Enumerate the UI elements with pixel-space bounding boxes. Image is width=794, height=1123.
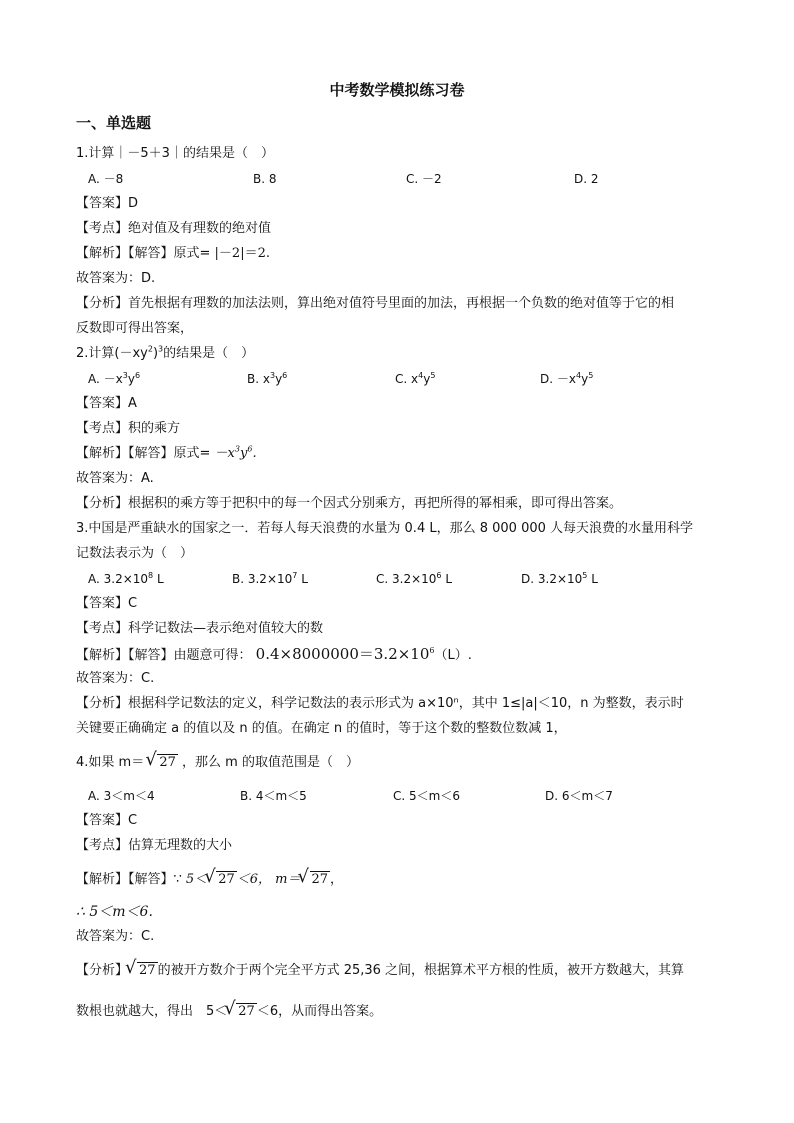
q4-analysis-label: 【解析】【解答】∵ [76,872,182,887]
q1-option-b: B. 8 [253,172,277,186]
q4-answer: 【答案】C [76,813,138,828]
q1-explain-line1: 【分析】首先根据有理数的加法法则，算出绝对值符号里面的加法，再根据一个负数的绝对值等于它的相 [76,296,675,311]
q2-stem [76,345,254,363]
q4-stem [76,754,359,772]
q3-conclusion: 故答案为：C. [76,671,155,686]
q3-answer: 【答案】C [76,596,138,611]
q2-analysis-math: $-x^3y^6$. [214,444,257,461]
q4-analysis-part-b: ＜6， [236,872,272,887]
q3-stem-line1: 3.中国是严重缺水的国家之一．若每人每天浪费的水量为 0.4 L，那么 8 000 000 人每天浪费的水量用科学 [76,521,694,536]
q3-explain-line2: 关键要正确确定 a 的值以及 n 的值。在确定 n 的值时，等于这个数的整数位数减 1， [76,721,567,736]
q4-option-b: B. 4＜m＜5 [240,789,307,803]
q2-explain: 【分析】根据积的乘方等于把积中的每一个因式分别乘方，再把所得的幂相乘，即可得出答案。 [76,496,623,511]
q2-answer: 【答案】A [76,396,137,411]
q2-conclusion: 故答案为：A. [76,471,154,486]
q4-explain-line1 [76,962,684,980]
q2-stem-suffix: 的结果是（ ） [163,346,255,361]
q4-explain-text: 的被开方数介于两个完全平方式 25,36 之间，根据算术平方根的性质，被开方数越大，其算 [157,963,685,978]
q3-analysis [76,645,472,665]
q1-option-a: A. －8 [88,172,124,186]
q1-analysis-math: |－2|＝2. [214,246,270,261]
q4-analysis-part-c: m＝ [275,872,301,887]
q4-explain2-suffix: ＜6，从而得出答案。 [256,1004,383,1019]
q2-option-a: A. $-x^3y^6$ [88,371,141,386]
q4-stem-suffix: ，那么 m 的取值范围是（ ） [182,755,359,770]
q3-analysis-label: 【解析】【解答】由题意可得： [76,648,252,663]
q2-option-b: B. $x^3y^6$ [247,371,288,386]
q2-option-d: D. $-x^4y^5$ [540,371,594,386]
q4-explain2-prefix: 数根也就越大，得出 5＜ [76,1004,228,1019]
q3-option-a: A. $3.2\times 10^8$ L [88,571,164,586]
sqrt-symbol: √ 27 [301,871,331,889]
sqrt-symbol: √ 27 [148,754,178,772]
q3-analysis-unit: （L）. [434,648,472,663]
q4-option-c: C. 5＜m＜6 [393,789,460,803]
q1-option-d: D. 2 [574,172,599,186]
q2-analysis [76,445,257,463]
q2-point: 【考点】积的乘方 [76,421,181,436]
q2-analysis-label: 【解析】【解答】原式= [76,446,211,461]
q4-analysis-part-d: ， [330,872,344,887]
q1-stem: 1.计算｜－5＋3｜的结果是（ ） [76,146,274,161]
q3-option-c: C. $3.2\times 10^6$ L [376,571,453,586]
section-heading: 一、单选题 [76,114,152,132]
q1-answer: 【答案】D [76,196,139,211]
q2-option-c: C. $x^4y^5$ [395,371,436,386]
q4-stem-prefix: 4.如果 m＝ [76,755,145,770]
q3-analysis-math: $0.4\times 8000000=3.2\times 10^6$ [255,645,435,663]
sqrt-symbol: √ 27 [227,1003,257,1021]
q4-analysis [76,871,343,889]
q3-option-d: D. $3.2\times 10^5$ L [521,571,598,586]
q4-analysis-part-a: 5＜ [185,872,208,887]
q2-stem-mid: ) [152,346,159,361]
q2-stem-part: 2.计算(－xy [76,346,148,361]
q1-conclusion: 故答案为：D. [76,271,156,286]
q1-option-c: C. －2 [406,172,442,186]
sqrt-symbol: √ 27 [128,962,158,980]
q4-explain-line2 [76,1003,382,1021]
q4-option-d: D. 6＜m＜7 [545,789,613,803]
q4-point: 【考点】估算无理数的大小 [76,838,233,853]
q3-stem-line2: 记数法表示为（ ） [76,546,194,561]
q4-option-a: A. 3＜m＜4 [88,789,155,803]
q3-explain-line1: 【分析】根据科学记数法的定义，科学记数法的表示形式为 a×10ⁿ，其中 1≤|a|＜10，n 为整数，表示时 [76,696,684,711]
q4-explain-label: 【分析】 [76,963,129,978]
q2-stem-exp2: 3 [158,344,164,354]
q1-explain-line2: 反数即可得出答案， [76,321,194,336]
q4-therefore: ∴ 5＜m＜6. [76,904,153,920]
q1-point: 【考点】绝对值及有理数的绝对值 [76,221,272,236]
page-title: 中考数学模拟练习卷 [329,81,465,99]
q2-stem-exp1: 2 [147,344,153,354]
q3-point: 【考点】科学记数法—表示绝对值较大的数 [76,621,324,636]
q1-analysis-label: 【解析】【解答】原式= [76,246,211,261]
q3-option-b: B. $3.2\times 10^7$ L [232,571,308,586]
q1-analysis [76,245,270,263]
q4-conclusion: 故答案为：C. [76,929,155,944]
sqrt-symbol: √ 27 [207,871,237,889]
